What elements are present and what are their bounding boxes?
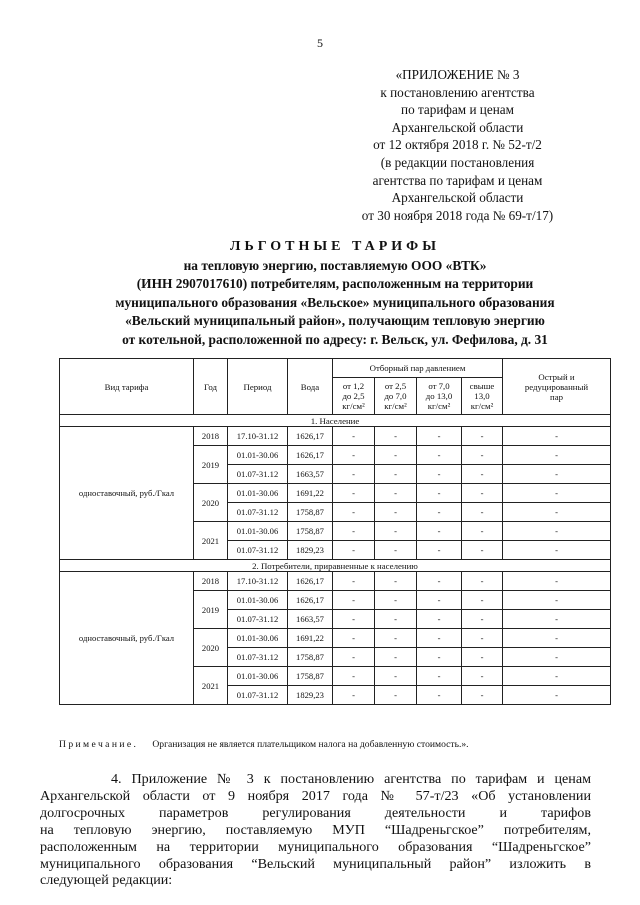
sharp-steam-value-cell: - bbox=[503, 503, 611, 522]
tariff-type-cell: одноставочный, руб./Гкал bbox=[60, 572, 194, 705]
steam-value-cell: - bbox=[375, 686, 417, 705]
water-value-cell: 1758,87 bbox=[288, 648, 333, 667]
steam-value-cell: - bbox=[333, 572, 375, 591]
steam-value-cell: - bbox=[375, 572, 417, 591]
section-title: 1. Население bbox=[60, 415, 611, 427]
steam-value-cell: - bbox=[462, 484, 503, 503]
steam-value-cell: - bbox=[333, 446, 375, 465]
appendix-line: от 30 ноября 2018 года № 69-т/17) bbox=[361, 207, 554, 223]
steam-value-cell: - bbox=[333, 667, 375, 686]
steam-value-cell: - bbox=[462, 591, 503, 610]
sharp-steam-value-cell: - bbox=[503, 572, 611, 591]
sharp-steam-value-cell: - bbox=[503, 484, 611, 503]
header-sharp-steam-line: пар bbox=[549, 391, 563, 402]
year-cell: 2021 bbox=[194, 667, 228, 705]
period-cell: 01.07-31.12 bbox=[228, 610, 288, 629]
period-cell: 01.01-30.06 bbox=[228, 484, 288, 503]
steam-value-cell: - bbox=[417, 610, 462, 629]
header-year: Год bbox=[194, 359, 228, 415]
year-cell: 2020 bbox=[194, 629, 228, 667]
steam-value-cell: - bbox=[417, 572, 462, 591]
steam-value-cell: - bbox=[375, 484, 417, 503]
header-sharp-steam bbox=[503, 359, 611, 415]
amendment-paragraph bbox=[40, 771, 591, 889]
title-line: (ИНН 2907017610) потребителям, расположенным на территории bbox=[136, 276, 534, 291]
appendix-line: агентства по тарифам и ценам bbox=[372, 172, 543, 188]
appendix-header bbox=[345, 66, 570, 224]
steam-value-cell: - bbox=[417, 667, 462, 686]
steam-value-cell: - bbox=[375, 427, 417, 446]
water-value-cell: 1691,22 bbox=[288, 629, 333, 648]
water-value-cell: 1758,87 bbox=[288, 667, 333, 686]
steam-value-cell: - bbox=[333, 686, 375, 705]
steam-value-cell: - bbox=[375, 591, 417, 610]
steam-value-cell: - bbox=[333, 541, 375, 560]
period-cell: 01.01-30.06 bbox=[228, 591, 288, 610]
year-cell: 2018 bbox=[194, 572, 228, 591]
steam-value-cell: - bbox=[462, 446, 503, 465]
water-value-cell: 1663,57 bbox=[288, 465, 333, 484]
steam-value-cell: - bbox=[417, 541, 462, 560]
document-title bbox=[40, 238, 630, 349]
water-value-cell: 1829,23 bbox=[288, 541, 333, 560]
period-cell: 01.01-30.06 bbox=[228, 667, 288, 686]
steam-value-cell: - bbox=[333, 427, 375, 446]
paragraph-line: следующей редакции: bbox=[40, 872, 173, 889]
sharp-steam-value-cell: - bbox=[503, 522, 611, 541]
water-value-cell: 1691,22 bbox=[288, 484, 333, 503]
header-tariff-type: Вид тарифа bbox=[60, 359, 194, 415]
paragraph-line: расположенным на территории муниципального образования “Шадреньгское” bbox=[40, 838, 591, 855]
year-cell: 2018 bbox=[194, 427, 228, 446]
period-cell: 01.07-31.12 bbox=[228, 541, 288, 560]
header-sharp-steam-line: Острый и bbox=[538, 371, 575, 382]
note-label: Примечание. bbox=[59, 739, 139, 750]
steam-value-cell: - bbox=[417, 686, 462, 705]
period-cell: 01.07-31.12 bbox=[228, 465, 288, 484]
period-cell: 17.10-31.12 bbox=[228, 427, 288, 446]
page-number: 5 bbox=[317, 36, 323, 50]
section-title: 2. Потребители, приравненные к населению bbox=[60, 560, 611, 572]
steam-value-cell: - bbox=[462, 427, 503, 446]
period-cell: 17.10-31.12 bbox=[228, 572, 288, 591]
water-value-cell: 1626,17 bbox=[288, 427, 333, 446]
title-line: «Вельский муниципальный район», получающим тепловую энергию bbox=[125, 313, 545, 328]
header-steam-col: свыше 13,0 кг/см² bbox=[462, 378, 503, 415]
header-sharp-steam-line: редуцированный bbox=[524, 381, 589, 392]
paragraph-line: на тепловую энергию, поставляемую МУП “Шадреньгское” потребителям, bbox=[40, 821, 591, 838]
title-line: на тепловую энергию, поставляемую ООО «ВТК» bbox=[183, 257, 487, 273]
section-row bbox=[60, 560, 611, 572]
steam-value-cell: - bbox=[462, 572, 503, 591]
steam-value-cell: - bbox=[375, 648, 417, 667]
sharp-steam-value-cell: - bbox=[503, 541, 611, 560]
sharp-steam-value-cell: - bbox=[503, 427, 611, 446]
steam-value-cell: - bbox=[375, 541, 417, 560]
steam-value-cell: - bbox=[462, 686, 503, 705]
year-cell: 2019 bbox=[194, 446, 228, 484]
note bbox=[59, 739, 639, 750]
steam-value-cell: - bbox=[417, 465, 462, 484]
steam-value-cell: - bbox=[375, 446, 417, 465]
steam-value-cell: - bbox=[333, 522, 375, 541]
steam-value-cell: - bbox=[417, 427, 462, 446]
tariff-table bbox=[59, 358, 611, 705]
sharp-steam-value-cell: - bbox=[503, 465, 611, 484]
title-heading: ЛЬГОТНЫЕ ТАРИФЫ bbox=[230, 239, 440, 254]
table-row bbox=[60, 427, 611, 446]
year-cell: 2019 bbox=[194, 591, 228, 629]
header-row bbox=[60, 359, 611, 378]
water-value-cell: 1626,17 bbox=[288, 572, 333, 591]
steam-value-cell: - bbox=[417, 648, 462, 667]
steam-value-cell: - bbox=[462, 522, 503, 541]
sharp-steam-value-cell: - bbox=[503, 610, 611, 629]
steam-value-cell: - bbox=[462, 610, 503, 629]
appendix-line: «ПРИЛОЖЕНИЕ № 3 bbox=[395, 67, 520, 82]
sharp-steam-value-cell: - bbox=[503, 667, 611, 686]
header-steam-col: от 7,0 до 13,0 кг/см² bbox=[417, 378, 462, 415]
steam-value-cell: - bbox=[333, 610, 375, 629]
steam-value-cell: - bbox=[375, 610, 417, 629]
appendix-line: Архангельской области bbox=[391, 190, 524, 206]
steam-value-cell: - bbox=[375, 667, 417, 686]
steam-value-cell: - bbox=[417, 503, 462, 522]
header-water: Вода bbox=[288, 359, 333, 415]
steam-value-cell: - bbox=[462, 541, 503, 560]
steam-value-cell: - bbox=[375, 522, 417, 541]
section-row bbox=[60, 415, 611, 427]
period-cell: 01.07-31.12 bbox=[228, 648, 288, 667]
paragraph-line: 4. Приложение № 3 к постановлению агентства по тарифам и ценам bbox=[111, 771, 591, 787]
sharp-steam-value-cell: - bbox=[503, 686, 611, 705]
steam-value-cell: - bbox=[333, 484, 375, 503]
water-value-cell: 1626,17 bbox=[288, 591, 333, 610]
sharp-steam-value-cell: - bbox=[503, 446, 611, 465]
steam-value-cell: - bbox=[333, 648, 375, 667]
steam-value-cell: - bbox=[375, 503, 417, 522]
header-steam: Отборный пар давлением bbox=[333, 359, 503, 378]
steam-value-cell: - bbox=[375, 465, 417, 484]
year-cell: 2021 bbox=[194, 522, 228, 560]
sharp-steam-value-cell: - bbox=[503, 591, 611, 610]
header-steam-col: от 1,2 до 2,5 кг/см² bbox=[333, 378, 375, 415]
paragraph-line: Архангельской области от 9 ноября 2017 года № 57-т/23 «Об установлении bbox=[40, 787, 591, 804]
steam-value-cell: - bbox=[417, 446, 462, 465]
title-line: от котельной, расположенной по адресу: г. Вельск, ул. Фефилова, д. 31 bbox=[122, 331, 548, 347]
appendix-line: по тарифам и ценам bbox=[401, 102, 514, 118]
period-cell: 01.01-30.06 bbox=[228, 629, 288, 648]
note-text: Организация не является плательщиком налога на добавленную стоимость.». bbox=[152, 739, 469, 750]
header-period: Период bbox=[228, 359, 288, 415]
steam-value-cell: - bbox=[333, 465, 375, 484]
steam-value-cell: - bbox=[417, 522, 462, 541]
steam-value-cell: - bbox=[462, 629, 503, 648]
appendix-line: к постановлению агентства bbox=[380, 84, 535, 100]
steam-value-cell: - bbox=[462, 503, 503, 522]
period-cell: 01.01-30.06 bbox=[228, 446, 288, 465]
water-value-cell: 1758,87 bbox=[288, 522, 333, 541]
paragraph-line: муниципального образования “Вельский муниципальный район” изложить в bbox=[40, 855, 591, 872]
year-cell: 2020 bbox=[194, 484, 228, 522]
period-cell: 01.07-31.12 bbox=[228, 686, 288, 705]
steam-value-cell: - bbox=[375, 629, 417, 648]
tariff-type-cell: одноставочный, руб./Гкал bbox=[60, 427, 194, 560]
appendix-line: от 12 октября 2018 г. № 52-т/2 bbox=[373, 137, 542, 153]
steam-value-cell: - bbox=[462, 648, 503, 667]
steam-value-cell: - bbox=[462, 667, 503, 686]
title-line: муниципального образования «Вельское» муниципального образования bbox=[115, 294, 555, 310]
steam-value-cell: - bbox=[333, 591, 375, 610]
steam-value-cell: - bbox=[462, 465, 503, 484]
steam-value-cell: - bbox=[333, 503, 375, 522]
period-cell: 01.07-31.12 bbox=[228, 503, 288, 522]
sharp-steam-value-cell: - bbox=[503, 648, 611, 667]
steam-value-cell: - bbox=[333, 629, 375, 648]
paragraph-line: долгосрочных параметров регулирования деятельности и тарифов bbox=[40, 804, 591, 821]
water-value-cell: 1626,17 bbox=[288, 446, 333, 465]
appendix-line: (в редакции постановления bbox=[380, 154, 535, 170]
steam-value-cell: - bbox=[417, 629, 462, 648]
sharp-steam-value-cell: - bbox=[503, 629, 611, 648]
appendix-line: Архангельской области bbox=[391, 119, 524, 135]
water-value-cell: 1829,23 bbox=[288, 686, 333, 705]
header-steam-col: от 2,5 до 7,0 кг/см² bbox=[375, 378, 417, 415]
steam-value-cell: - bbox=[417, 484, 462, 503]
period-cell: 01.01-30.06 bbox=[228, 522, 288, 541]
water-value-cell: 1663,57 bbox=[288, 610, 333, 629]
table-row bbox=[60, 572, 611, 591]
water-value-cell: 1758,87 bbox=[288, 503, 333, 522]
steam-value-cell: - bbox=[417, 591, 462, 610]
